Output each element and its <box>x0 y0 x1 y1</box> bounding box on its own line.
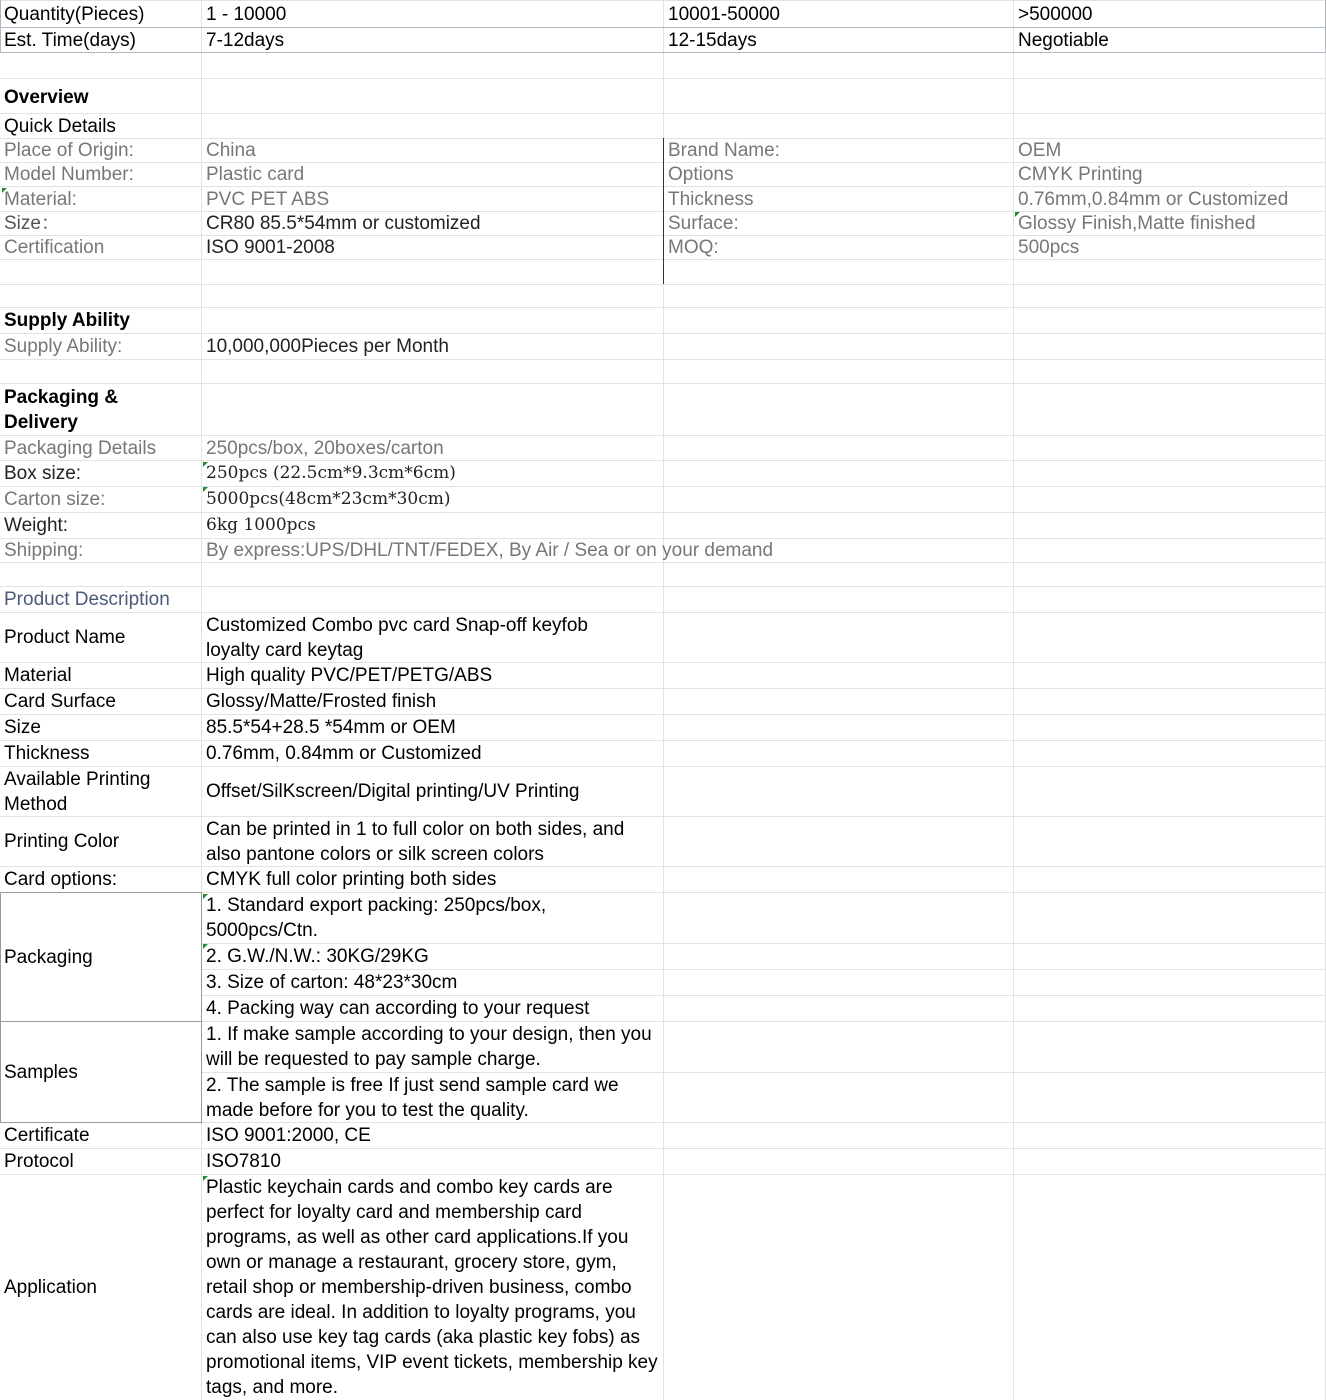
product-description-heading[interactable]: Product Description <box>4 589 170 610</box>
samples-label[interactable]: Samples <box>4 1061 78 1083</box>
place-of-origin-value[interactable]: China <box>206 140 256 161</box>
cell-marker-icon <box>203 487 208 492</box>
packaging-delivery-heading[interactable]: Packaging & Delivery <box>4 386 119 433</box>
printing-color-value[interactable]: Can be printed in 1 to full color on both sides, and also pantone colors or silk screen colors <box>206 818 625 865</box>
cell-time-2[interactable]: 12-15days <box>668 29 757 51</box>
protocol-value[interactable]: ISO7810 <box>206 1151 281 1172</box>
protocol-label[interactable]: Protocol <box>4 1151 74 1172</box>
printing-method-value[interactable]: Offset/SilKscreen/Digital printing/UV Printing <box>206 781 580 802</box>
material-label[interactable]: Material: <box>4 188 77 210</box>
material-value[interactable]: PVC PET ABS <box>206 188 330 210</box>
surface-label[interactable]: Surface: <box>668 213 739 234</box>
product-material-value[interactable]: High quality PVC/PET/PETG/ABS <box>206 665 493 686</box>
product-name-value[interactable]: Customized Combo pvc card Snap-off keyfob loyalty card keytag <box>206 614 588 661</box>
moq-label[interactable]: MOQ: <box>668 237 719 258</box>
box-size-label[interactable]: Box size: <box>4 463 82 484</box>
card-surface-value[interactable]: Glossy/Matte/Frosted finish <box>206 691 437 712</box>
merge-fill <box>202 410 662 412</box>
application-value[interactable]: Plastic keychain cards and combo key cards are perfect for loyalty card and membership card programs, as well as other card applications.If you own or manage a restaurant, grocery store, gym, retail shop or membership-driven business, combo cards are ideal. In addition to loyalty programs, you can also use key tag cards (aka plastic key fobs) as promotional items, VIP event tickets, membership key tags, and more. <box>206 1177 658 1398</box>
cell-quantity-1[interactable]: 1 - 10000 <box>206 4 287 25</box>
quick-details-heading[interactable]: Quick Details <box>4 115 116 137</box>
grid-line <box>0 359 1326 360</box>
options-value[interactable]: CMYK Printing <box>1018 164 1143 185</box>
certification-label[interactable]: Certification <box>4 237 105 258</box>
product-size-value[interactable]: 85.5*54+28.5 *54mm or OEM <box>206 717 456 738</box>
cell-quantity-label[interactable]: Quantity(Pieces) <box>4 4 145 25</box>
printing-method-label[interactable]: Available Printing Method <box>4 768 151 815</box>
packaging-details-value[interactable]: 250pcs/box, 20boxes/carton <box>206 437 444 459</box>
grid-line <box>0 284 1326 285</box>
surface-value[interactable]: Glossy Finish,Matte finished <box>1018 213 1256 234</box>
cell-marker-icon <box>203 894 208 899</box>
supply-ability-label[interactable]: Supply Ability: <box>4 336 123 357</box>
certificate-label[interactable]: Certificate <box>4 1125 90 1146</box>
thickness-value[interactable]: 0.76mm,0.84mm or Customized <box>1018 188 1289 210</box>
cell-marker-icon <box>2 188 7 193</box>
packaging-line-2[interactable]: 2. G.W./N.W.: 30KG/29KG <box>206 946 429 967</box>
model-number-label[interactable]: Model Number: <box>4 164 134 185</box>
product-thickness-value[interactable]: 0.76mm, 0.84mm or Customized <box>206 743 482 764</box>
brand-name-value[interactable]: OEM <box>1018 140 1062 161</box>
brand-name-label[interactable]: Brand Name: <box>668 140 780 161</box>
grid-line <box>0 0 1326 1</box>
product-name-label[interactable]: Product Name <box>4 627 126 648</box>
options-label[interactable]: Options <box>668 164 734 185</box>
overview-heading[interactable]: Overview <box>4 86 89 108</box>
place-of-origin-label[interactable]: Place of Origin: <box>4 140 134 161</box>
shipping-label[interactable]: Shipping: <box>4 540 84 561</box>
product-size-label[interactable]: Size <box>4 717 41 738</box>
card-options-value[interactable]: CMYK full color printing both sides <box>206 869 497 890</box>
supply-ability-value[interactable]: 10,000,000Pieces per Month <box>206 336 449 357</box>
cell-marker-icon <box>203 462 208 467</box>
printing-color-label[interactable]: Printing Color <box>4 831 120 852</box>
card-surface-label[interactable]: Card Surface <box>4 691 116 712</box>
cell-marker-icon <box>203 944 208 949</box>
packaging-label[interactable]: Packaging <box>4 946 93 968</box>
cell-time-3[interactable]: Negotiable <box>1018 29 1109 51</box>
grid-line <box>0 383 1326 384</box>
cell-time-1[interactable]: 7-12days <box>206 29 285 51</box>
packaging-line-4[interactable]: 4. Packing way can according to your request <box>206 998 590 1019</box>
packaging-details-label[interactable]: Packaging Details <box>4 437 157 459</box>
border <box>0 52 1326 53</box>
card-options-label[interactable]: Card options: <box>4 869 118 890</box>
model-number-value[interactable]: Plastic card <box>206 164 305 185</box>
carton-size-label[interactable]: Carton size: <box>4 489 106 510</box>
cell-time-label[interactable]: Est. Time(days) <box>4 29 136 51</box>
merge-fill <box>202 384 662 434</box>
samples-line-2[interactable]: 2. The sample is free If just send sample card we made before for you to test the quality. <box>206 1074 619 1121</box>
thickness-label[interactable]: Thickness <box>668 188 754 210</box>
product-thickness-label[interactable]: Thickness <box>4 743 90 764</box>
cell-marker-icon <box>203 1176 208 1181</box>
supply-ability-heading[interactable]: Supply Ability <box>4 310 130 331</box>
box-size-value[interactable]: 250pcs (22.5cm*9.3cm*6cm) <box>206 463 456 483</box>
shipping-value[interactable]: By express:UPS/DHL/TNT/FEDEX, By Air / Sea or on your demand <box>206 540 774 561</box>
moq-value[interactable]: 500pcs <box>1018 237 1080 258</box>
packaging-line-1[interactable]: 1. Standard export packing: 250pcs/box, 5000pcs/Ctn. <box>206 895 547 941</box>
size-label[interactable]: Size： <box>4 213 60 234</box>
cell-marker-icon <box>1015 212 1020 217</box>
certification-value[interactable]: ISO 9001-2008 <box>206 237 335 258</box>
weight-value[interactable]: 6kg 1000pcs <box>206 515 316 535</box>
certificate-value[interactable]: ISO 9001:2000, CE <box>206 1125 371 1146</box>
carton-size-value[interactable]: 5000pcs(48cm*23cm*30cm) <box>206 489 451 509</box>
grid-line <box>0 766 1326 767</box>
weight-label[interactable]: Weight: <box>4 515 69 536</box>
product-material-label[interactable]: Material <box>4 665 72 686</box>
cell-quantity-2[interactable]: 10001-50000 <box>668 4 780 25</box>
cell-quantity-3[interactable]: >500000 <box>1018 4 1093 25</box>
size-value[interactable]: CR80 85.5*54mm or customized <box>206 213 481 234</box>
packaging-line-3[interactable]: 3. Size of carton: 48*23*30cm <box>206 972 458 993</box>
samples-line-1[interactable]: 1. If make sample according to your design, then you will be requested to pay sample charge. <box>206 1024 652 1070</box>
grid-line <box>0 78 1326 79</box>
application-label[interactable]: Application <box>4 1277 97 1298</box>
